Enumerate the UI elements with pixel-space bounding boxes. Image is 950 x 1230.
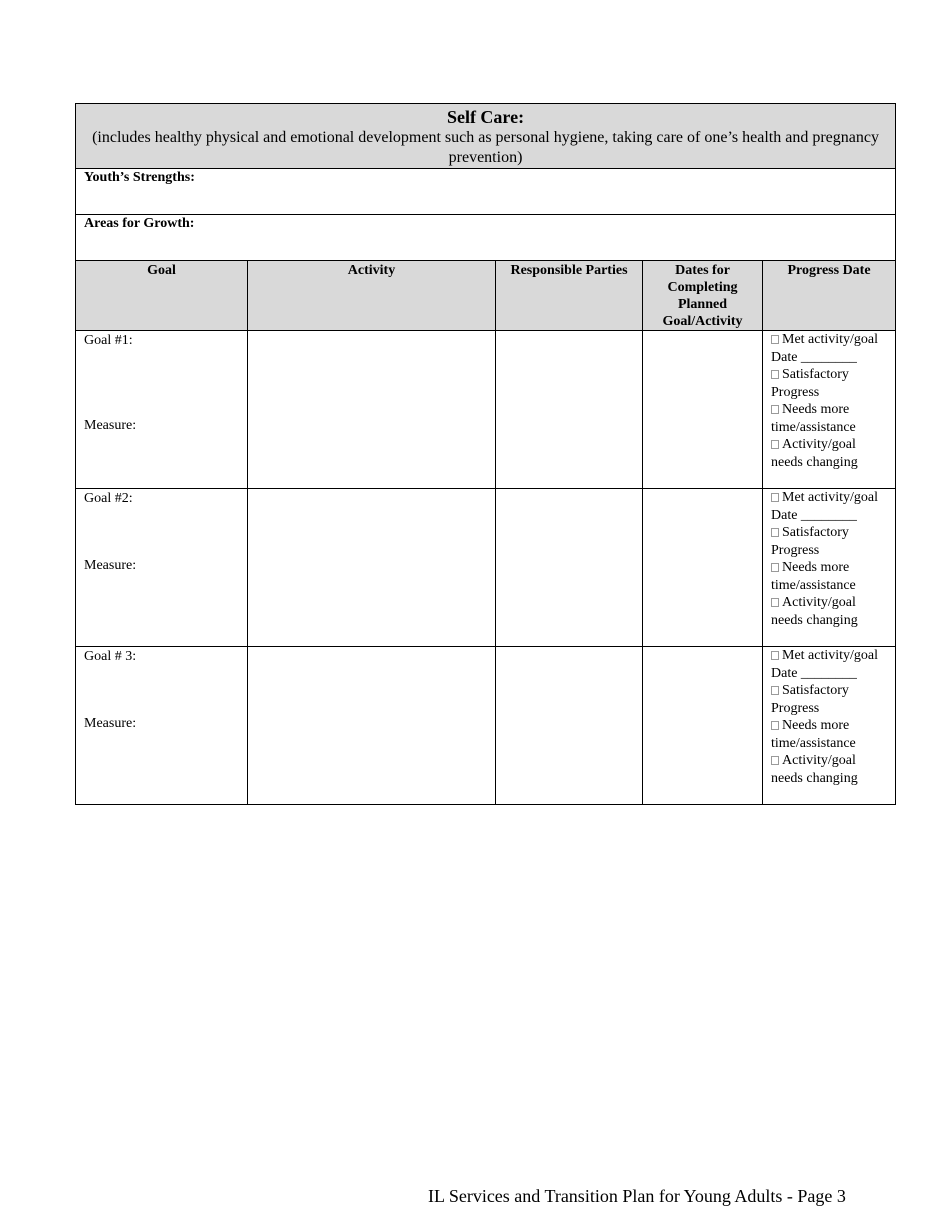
responsible-cell[interactable] [496,331,643,489]
measure-label: Measure: [84,716,137,731]
strengths-field[interactable] [76,169,896,215]
checkbox-icon[interactable] [771,335,779,344]
activity-cell[interactable] [248,331,496,489]
option-needs-changing[interactable] [771,752,887,787]
section-header [76,104,896,169]
option-satisfactory-label: Satisfactory Progress [771,525,849,558]
dates-cell[interactable] [643,489,763,647]
option-needs-more-label: Needs more time/assistance [771,402,856,435]
progress-cell [763,647,896,805]
option-satisfactory[interactable] [771,524,887,559]
activity-cell[interactable] [248,489,496,647]
checkbox-icon[interactable] [771,598,779,607]
growth-field[interactable] [76,215,896,261]
column-header-responsible: Responsible Parties [496,261,643,331]
option-needs-changing[interactable] [771,594,887,629]
measure-label: Measure: [84,418,137,433]
goal-label: Goal #2: [84,491,133,506]
option-satisfactory[interactable] [771,366,887,401]
option-satisfactory-label: Satisfactory Progress [771,683,849,716]
goal-cell[interactable] [76,331,248,489]
option-needs-more[interactable] [771,717,887,752]
checkbox-icon[interactable] [771,686,779,695]
section-title: Self Care: [446,107,525,127]
progress-cell [763,489,896,647]
option-satisfactory-label: Satisfactory Progress [771,367,849,400]
option-needs-changing-label: Activity/goal needs changing [771,753,858,786]
column-header-progress: Progress Date [763,261,896,331]
option-met-label: Met activity/goal [782,490,879,505]
option-date[interactable]: Date ________ [771,665,857,681]
column-header-dates: Dates for Completing Planned Goal/Activity [643,261,763,331]
option-met[interactable] [771,489,887,507]
checkbox-icon[interactable] [771,721,779,730]
checkbox-icon[interactable] [771,440,779,449]
checkbox-icon[interactable] [771,493,779,502]
progress-cell [763,331,896,489]
growth-label: Areas for Growth: [84,216,195,231]
goal-cell[interactable] [76,489,248,647]
option-needs-more[interactable] [771,559,887,594]
option-met-label: Met activity/goal [782,648,879,663]
option-met-label: Met activity/goal [782,332,879,347]
section-subtitle: (includes healthy physical and emotional development such as personal hygiene, taking care of one’s health and pregnancy prevention) [92,129,879,166]
responsible-cell[interactable] [496,647,643,805]
option-needs-changing-label: Activity/goal needs changing [771,437,858,470]
option-satisfactory[interactable] [771,682,887,717]
goal-label: Goal # 3: [84,649,137,664]
table-row [76,489,896,647]
option-met[interactable] [771,331,887,349]
dates-cell[interactable] [643,647,763,805]
strengths-label: Youth’s Strengths: [84,170,195,185]
option-date[interactable]: Date ________ [771,507,857,523]
option-needs-more-label: Needs more time/assistance [771,718,856,751]
table-row [76,331,896,489]
goal-cell[interactable] [76,647,248,805]
checkbox-icon[interactable] [771,405,779,414]
checkbox-icon[interactable] [771,528,779,537]
page-footer: IL Services and Transition Plan for Young Adults - Page 3 [428,1186,846,1206]
option-needs-more[interactable] [771,401,887,436]
option-needs-changing[interactable] [771,436,887,471]
activity-cell[interactable] [248,647,496,805]
option-needs-more-label: Needs more time/assistance [771,560,856,593]
checkbox-icon[interactable] [771,563,779,572]
self-care-table [75,103,896,805]
checkbox-icon[interactable] [771,756,779,765]
column-header-activity: Activity [248,261,496,331]
column-header-goal: Goal [76,261,248,331]
option-date[interactable]: Date ________ [771,349,857,365]
checkbox-icon[interactable] [771,651,779,660]
measure-label: Measure: [84,558,137,573]
checkbox-icon[interactable] [771,370,779,379]
table-row [76,647,896,805]
option-met[interactable] [771,647,887,665]
responsible-cell[interactable] [496,489,643,647]
option-needs-changing-label: Activity/goal needs changing [771,595,858,628]
goal-label: Goal #1: [84,333,133,348]
dates-cell[interactable] [643,331,763,489]
